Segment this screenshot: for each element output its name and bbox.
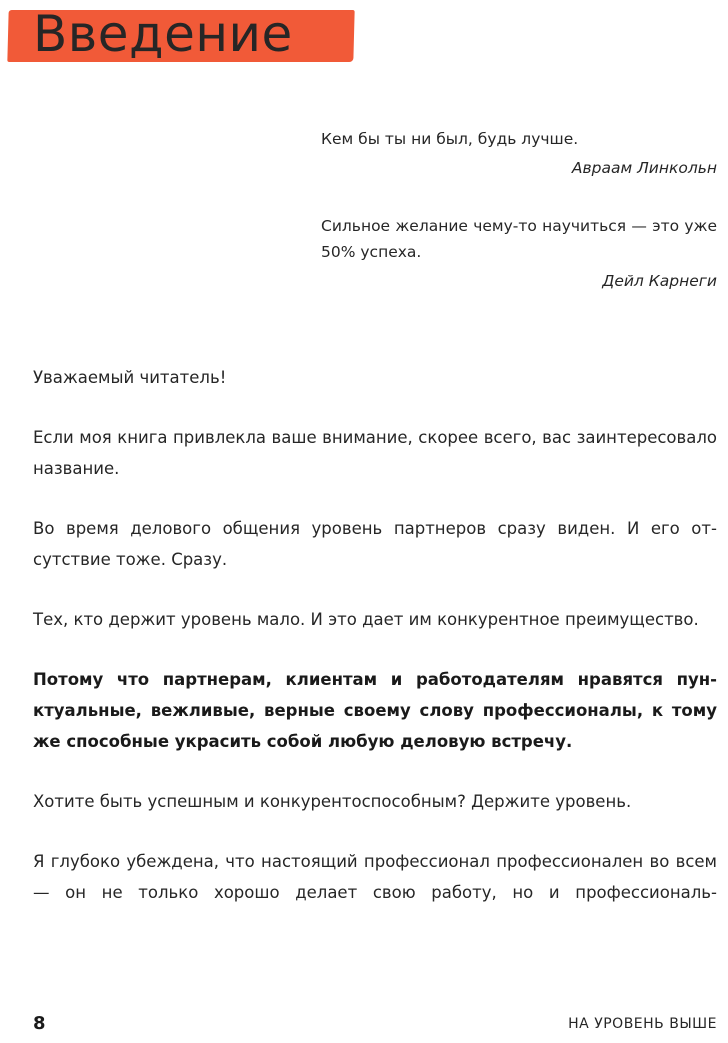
chapter-title: Введение bbox=[33, 5, 293, 63]
paragraph-greeting: Уважаемый читатель! bbox=[33, 368, 227, 387]
epigraph-author: Дейл Карнеги bbox=[602, 272, 717, 290]
page-number: 8 bbox=[33, 1013, 46, 1034]
paragraph: Хотите быть успешным и конкурентоспособным? Держите уровень. bbox=[33, 792, 632, 811]
epigraph-quote: Кем бы ты ни был, будь лучше. bbox=[321, 130, 579, 148]
paragraph: Я глубоко убеждена, что настоящий профессионал профессионален во всем — он не только хорошо делает свою работу, но и профессиональ- bbox=[33, 852, 717, 902]
epigraph bbox=[321, 213, 717, 293]
running-footer-title: НА УРОВЕНЬ ВЫШЕ bbox=[568, 1016, 717, 1032]
epigraph-author: Авраам Линкольн bbox=[571, 159, 717, 177]
paragraph-emphasis: Потому что партнерам, клиентам и работодателям нравятся пунктуальные, вежливые, верные своему слову профессионалы, к тому же способные украсить собой любую деловую встречу. bbox=[33, 670, 717, 751]
paragraph: Во время делового общения уровень партнеров сразу виден. И его отсутствие тоже. Сразу. bbox=[33, 519, 717, 569]
epigraph-quote: Сильное желание чему-то научиться — это уже 50% успеха. bbox=[321, 217, 717, 261]
paragraph: Тех, кто держит уровень мало. И это дает им конкурентное преимущество. bbox=[33, 610, 699, 629]
paragraph: Если моя книга привлекла ваше внимание, скорее всего, вас заинтересовало название. bbox=[33, 428, 717, 478]
chapter-body bbox=[33, 362, 717, 937]
epigraph bbox=[321, 126, 717, 180]
